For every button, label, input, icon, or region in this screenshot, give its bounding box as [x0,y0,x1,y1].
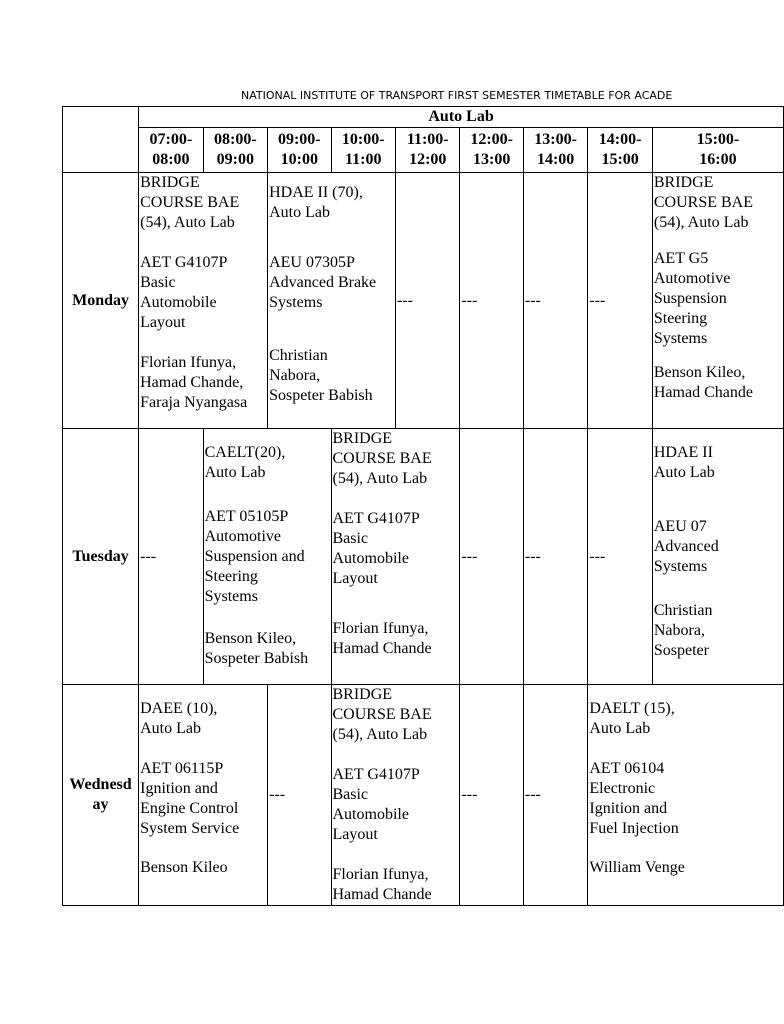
session-cell [203,429,331,685]
empty-cell: --- [523,429,587,685]
corner-cell [63,107,139,173]
slot-row [63,128,784,173]
session-staff: Florian Ifunya, Hamad Chande [332,866,432,903]
lab-header: Auto Lab [139,107,784,128]
session-staff: Benson Kileo, Hamad Chande [653,364,753,401]
slot-header: 09:00- 10:00 [268,128,331,173]
empty-cell: --- [268,685,331,906]
session-course: AET G5 Automotive Suspension Steering Systems [653,250,731,347]
session-cell [331,429,460,685]
session-course: AET 06104 Electronic Ignition and Fuel Injection [589,760,679,837]
timetable-title: NATIONAL INSTITUTE OF TRANSPORT FIRST SEMESTER TIMETABLE FOR ACADE [241,89,673,102]
session-course: AEU 07 Advanced Systems [653,518,719,575]
session-course: AEU 07305P Advanced Brake Systems [269,254,377,311]
empty-cell: --- [460,173,523,429]
slot-header: 12:00- 13:00 [460,128,523,173]
session-staff: William Venge [589,859,685,876]
day-label: Wednesd ay [63,685,139,906]
timetable [62,106,784,906]
session-cell [139,173,268,429]
session-cell [268,173,396,429]
slot-header: 10:00- 11:00 [331,128,395,173]
slot-header: 13:00- 14:00 [523,128,587,173]
session-staff: Florian Ifunya, Hamad Chande, Faraja Nyangasa [140,354,248,411]
session-cell [588,685,784,906]
empty-cell: --- [588,173,652,429]
empty-cell: --- [139,429,203,685]
empty-cell: --- [460,429,523,685]
empty-cell: --- [523,173,587,429]
slot-header: 07:00- 08:00 [139,128,203,173]
session-group: HDAE II (70), Auto Lab [269,184,363,221]
session-course: AET G4107P Basic Automobile Layout [332,766,420,843]
session-cell [652,173,783,429]
day-row-wednesday [63,685,784,906]
day-label: Tuesday [63,429,139,685]
slot-header: 15:00- 16:00 [652,128,783,173]
day-label: Monday [63,173,139,429]
session-group: HDAE II Auto Lab [653,444,715,481]
slot-header: 11:00- 12:00 [395,128,459,173]
session-course: AET G4107P Basic Automobile Layout [332,510,420,587]
session-staff: Christian Nabora, Sospeter Babish [269,347,373,404]
empty-cell: --- [395,173,459,429]
session-group: BRIDGE COURSE BAE (54), Auto Lab [140,174,240,231]
timetable-viewport[interactable] [62,106,753,906]
session-group: BRIDGE COURSE BAE (54), Auto Lab [332,686,432,743]
session-group: DAELT (15), Auto Lab [589,700,675,737]
empty-cell: --- [523,685,587,906]
session-course: AET 06115P Ignition and Engine Control System Service [140,760,240,837]
session-group: BRIDGE COURSE BAE (54), Auto Lab [332,430,432,487]
session-cell [652,429,783,685]
empty-cell: --- [460,685,523,906]
slot-header: 08:00- 09:00 [203,128,267,173]
session-staff: Florian Ifunya, Hamad Chande [332,620,432,657]
slot-header: 14:00- 15:00 [588,128,652,173]
session-cell [331,685,460,906]
session-course: AET 05105P Automotive Suspension and Steering Systems [204,508,305,605]
session-group: CAELT(20), Auto Lab [204,444,286,481]
session-staff: Christian Nabora, Sospeter [653,602,713,659]
empty-cell: --- [588,429,652,685]
day-row-monday [63,173,784,429]
day-row-tuesday [63,429,784,685]
session-cell [139,685,268,906]
session-group: DAEE (10), Auto Lab [140,700,218,737]
session-staff: Benson Kileo, Sospeter Babish [204,630,309,667]
session-group: BRIDGE COURSE BAE (54), Auto Lab [653,174,753,231]
session-course: AET G4107P Basic Automobile Layout [140,254,228,331]
session-staff: Benson Kileo [140,859,228,876]
